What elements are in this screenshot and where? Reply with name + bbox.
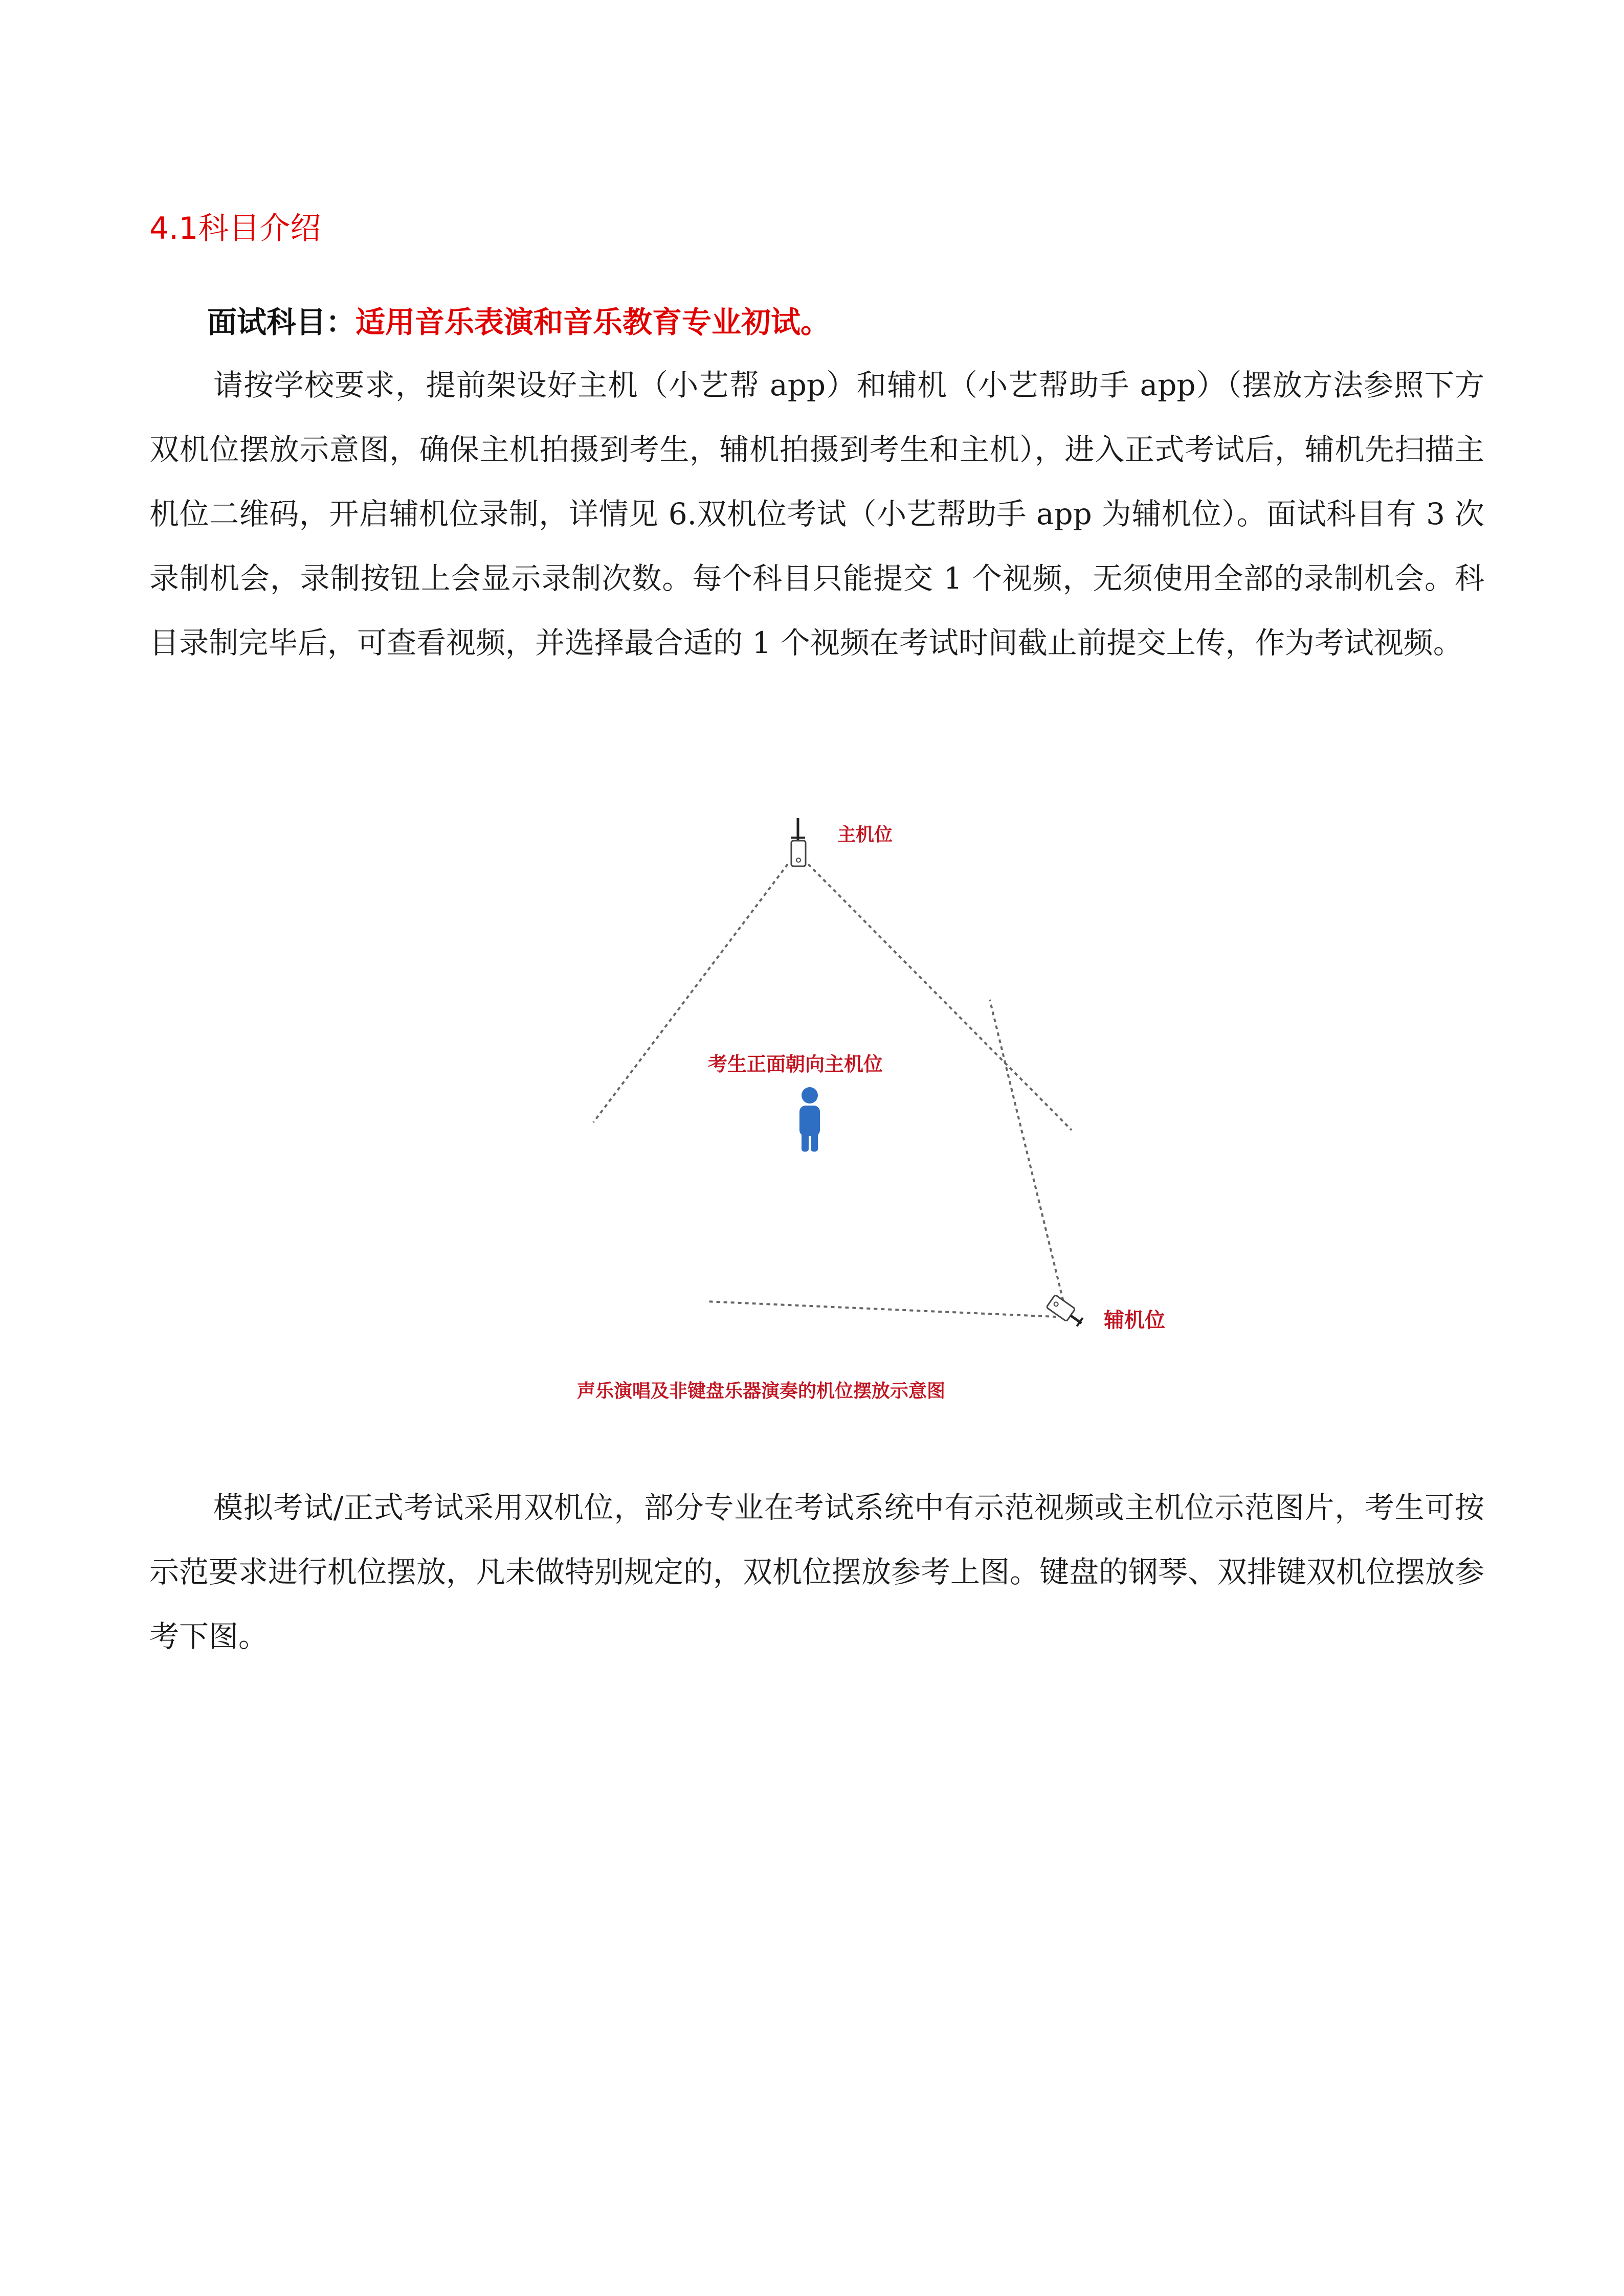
subject-value: 适用音乐表演和音乐教育专业初试。 [355, 305, 831, 340]
subject-label: 面试科目： [207, 305, 356, 340]
aux-camera-label: 辅机位 [1104, 1309, 1165, 1332]
student-facing-label: 考生正面朝向主机位 [708, 1053, 883, 1075]
aux-camera-icon [1047, 1295, 1086, 1329]
aux-camera-fov-left [706, 1301, 1056, 1317]
diagram-canvas [563, 798, 1248, 1437]
placement-note-paragraph: 模拟考试/正式考试采用双机位，部分专业在考试系统中有示范视频或主机位示范图片，考生可按示范要求进行机位摆放，凡未做特别规定的，双机位摆放参考上图。键盘的钢琴、双排键双机位摆放参考下图。 [149, 1490, 1485, 1654]
camera-placement-diagram [563, 798, 1248, 1437]
aux-camera-fov-right [990, 1000, 1066, 1314]
instructions-paragraph: 请按学校要求，提前架设好主机（小艺帮 app）和辅机（小艺帮助手 app）（摆放方法参照下方双机位摆放示意图，确保主机拍摄到考生，辅机拍摄到考生和主机），进入正式考试后，辅机先扫描主机位二维码，开启辅机位录制，详情见 6.双机位考试（小艺帮助手 app 为辅机位）。面试科目有 3 次录制机会，录制按钮上会显示录制次数。每个科目只能提交 1 个视频，无须使用全部的录制机会。科目录制完毕后，可查看视频，并选择最合适的 1 个视频在考试时间截止前提交上传，作为考试视频。 [149, 368, 1484, 660]
subject-line [207, 301, 830, 344]
main-camera-fov-right [808, 864, 1072, 1130]
student-person-icon [799, 1087, 820, 1152]
section-heading: 4.1科目介绍 [149, 211, 321, 246]
diagram-caption: 声乐演唱及非键盘乐器演奏的机位摆放示意图 [577, 1381, 946, 1402]
main-camera-label: 主机位 [837, 824, 893, 845]
main-camera-fov-left [593, 864, 788, 1122]
main-camera-icon [791, 818, 806, 866]
